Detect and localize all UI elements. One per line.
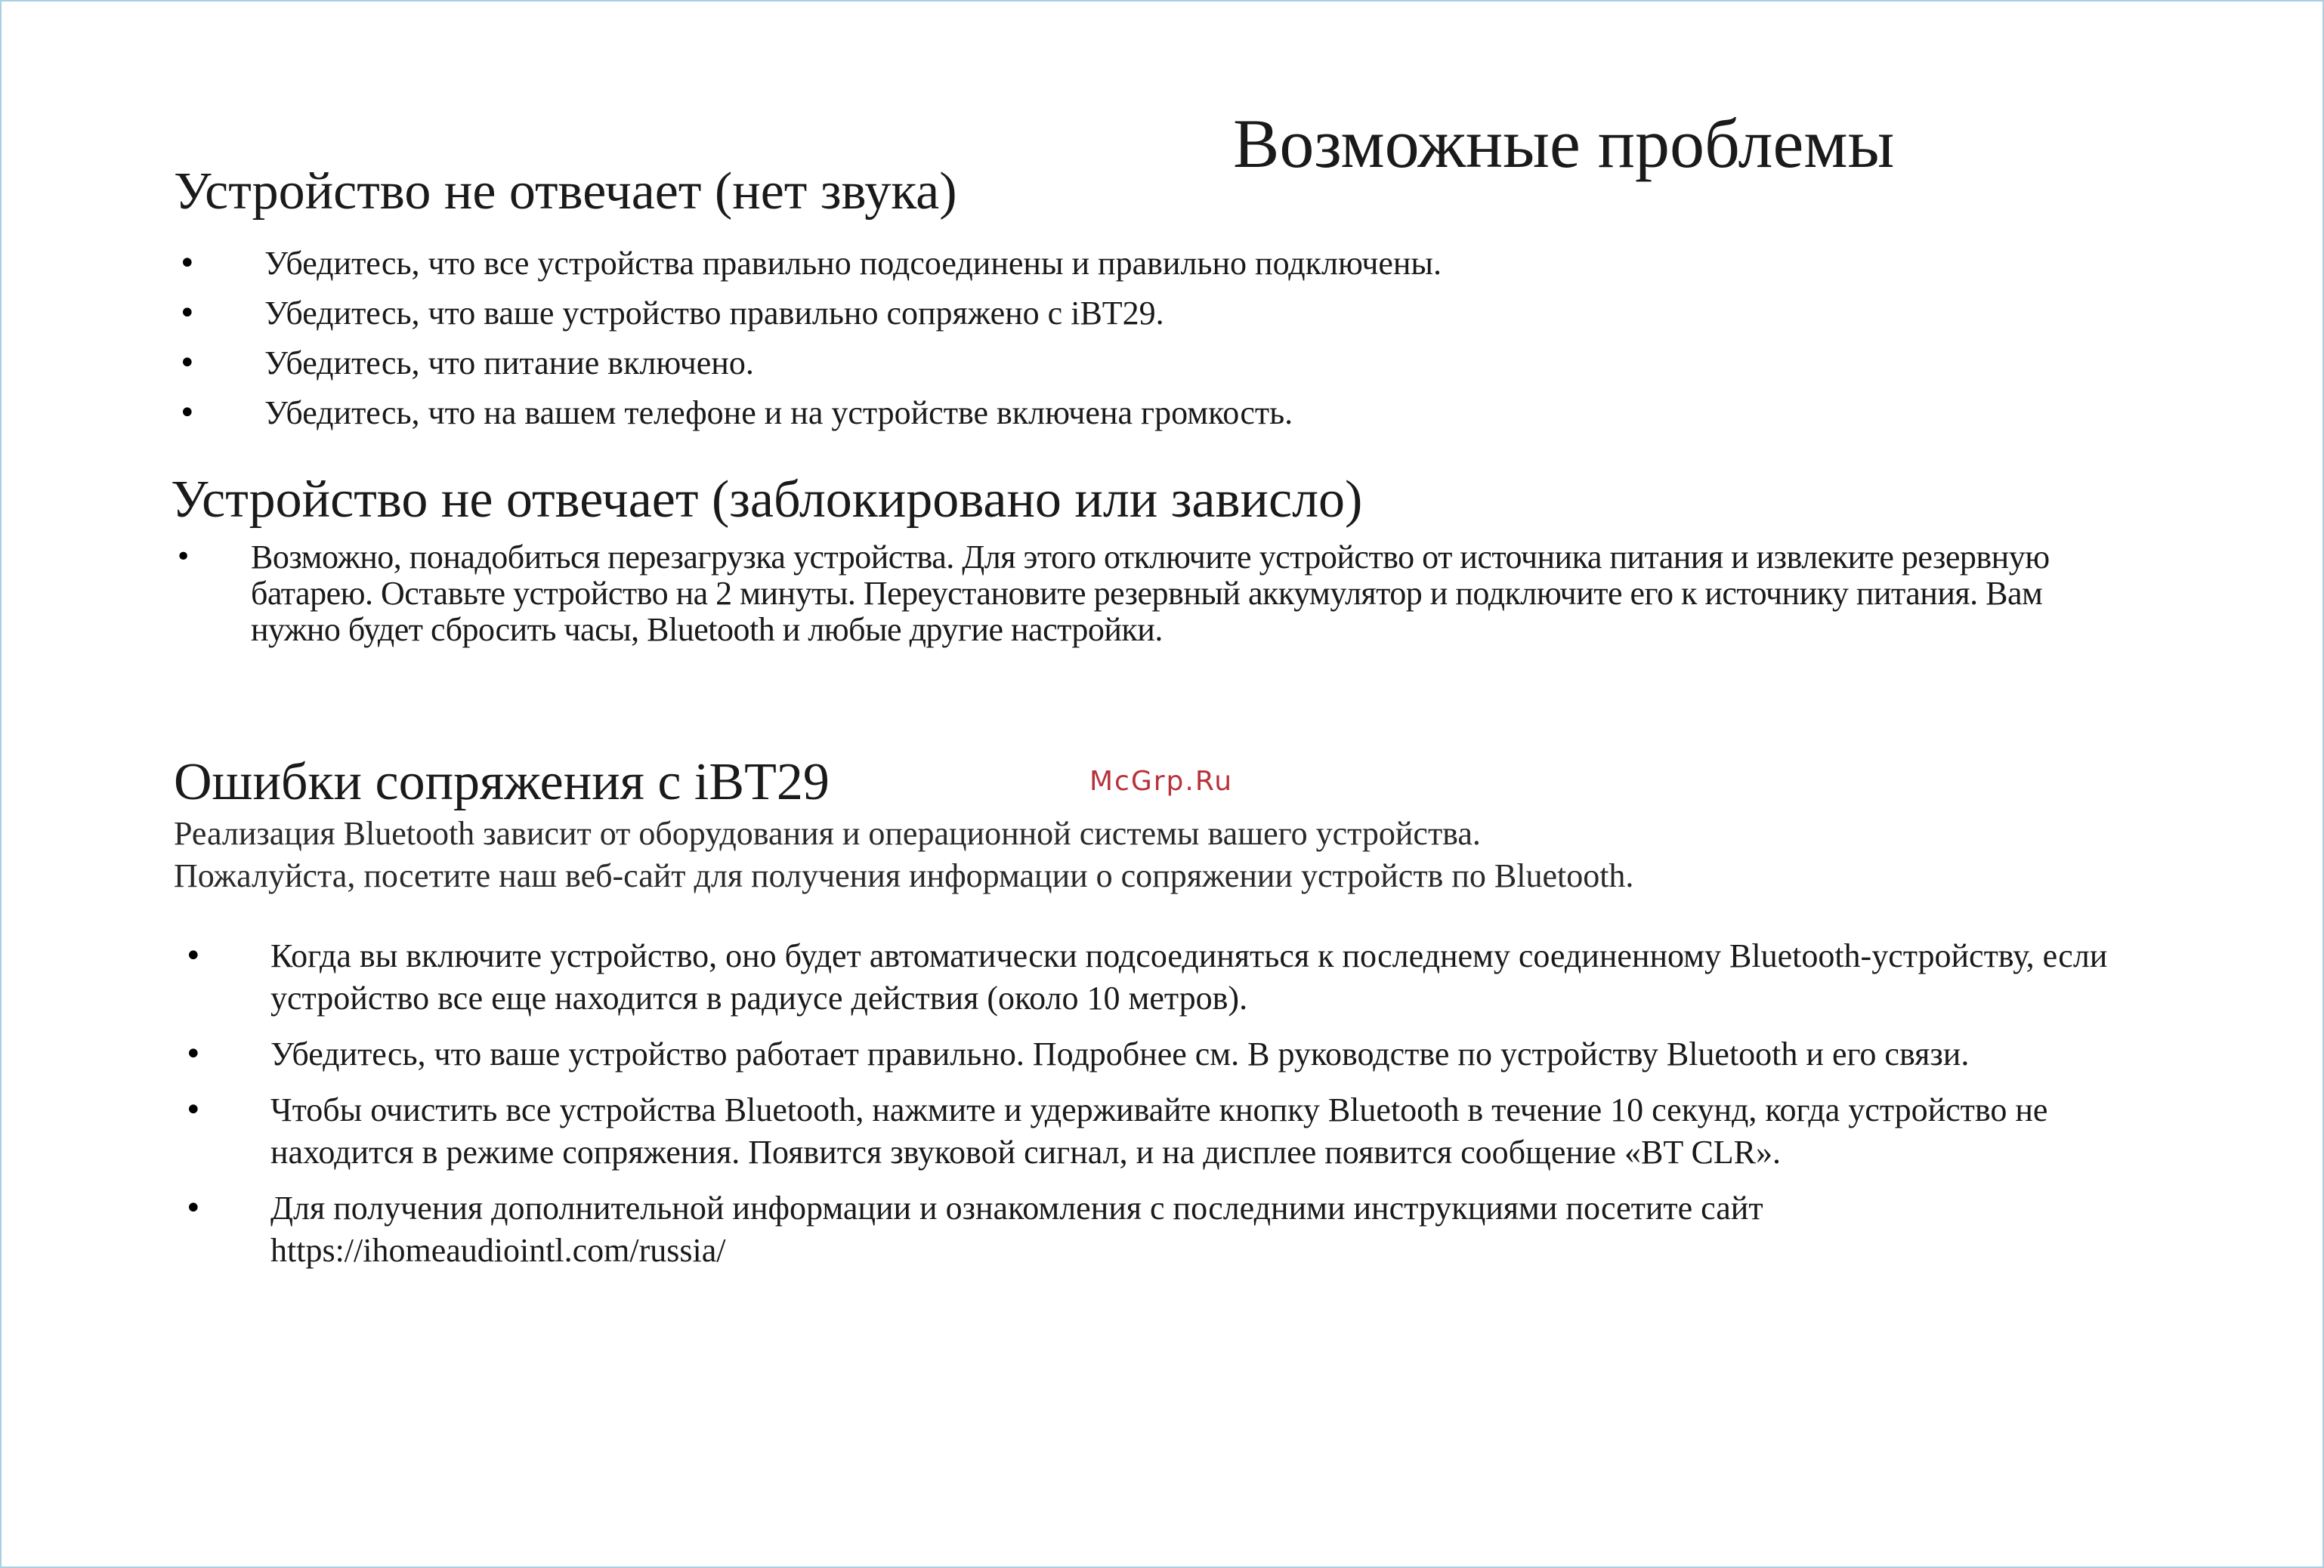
bullet-icon: • [184, 1037, 202, 1072]
list-item [178, 239, 1992, 289]
bullet-icon: • [184, 1191, 202, 1226]
bullet-icon: • [184, 939, 202, 974]
intro-line: Реализация Bluetooth зависит от оборудования и операционной системы вашего устройства. [174, 815, 1481, 852]
list-item-text: Когда вы включите устройство, оно будет автоматически подсоединяться к последнему соединенному Bluetooth-устройству, если устройство все еще находится в радиусе действия (около 10 метров). [270, 937, 2108, 1017]
intro-line: Пожалуйста, посетите наш веб-сайт для получения информации о сопряжении устройств по Bluetooth. [174, 857, 1634, 894]
bullet-icon: • [178, 396, 196, 431]
list-item [184, 1089, 2118, 1174]
bullet-icon: • [184, 1093, 202, 1128]
list-item-text: Убедитесь, что ваше устройство правильно сопряжено с iBT29. [264, 295, 1164, 332]
list-item-text: Убедитесь, что питание включено. [264, 344, 754, 381]
list-item [178, 338, 1992, 388]
list-item [175, 539, 2079, 648]
bullet-icon: • [178, 246, 196, 281]
section-heading-pairing-errors: Ошибки сопряжения с iBT29 [174, 753, 830, 811]
list-item-text: Для получения дополнительной информации и ознакомления с последними инструкциями посетите сайт https://ihomeaudiointl.com/russia/ [270, 1190, 1763, 1269]
pairing-intro [174, 813, 2138, 897]
bullet-icon: • [175, 542, 191, 573]
frozen-checklist [175, 539, 2079, 648]
section-heading-no-sound: Устройство не отвечает (нет звука) [174, 162, 957, 221]
section-heading-frozen: Устройство не отвечает (заблокировано или зависло) [171, 471, 1363, 529]
list-item [178, 388, 1992, 438]
no-sound-checklist [178, 239, 1992, 438]
list-item-text: Убедитесь, что ваше устройство работает правильно. Подробнее см. В руководстве по устройству Bluetooth и его связи. [270, 1036, 1970, 1073]
list-item [184, 1033, 2118, 1076]
list-item [184, 1187, 2118, 1272]
list-item [178, 289, 1992, 338]
bullet-icon: • [178, 296, 196, 331]
list-item-text: Чтобы очистить все устройства Bluetooth, нажмите и удерживайте кнопку Bluetooth в течение 10 секунд, когда устройство не находится в режиме сопряжения. Появится звуковой сигнал, и на дисплее появится сообщение «BT CLR». [270, 1091, 2048, 1171]
pairing-checklist [184, 935, 2118, 1286]
bullet-icon: • [178, 346, 196, 381]
list-item-text: Убедитесь, что все устройства правильно подсоединены и правильно подключены. [264, 245, 1442, 282]
page-title: Возможные проблемы [1233, 105, 1895, 182]
list-item [184, 935, 2118, 1020]
list-item-text: Убедитесь, что на вашем телефоне и на устройстве включена громкость. [264, 394, 1293, 431]
list-item-text: Возможно, понадобиться перезагрузка устройства. Для этого отключите устройство от источника питания и извлеките резервную батарею. Оставьте устройство на 2 минуты. Переустановите резервный аккумулятор и подключите его к источнику питания. Вам нужно будет сбросить часы, Bluetooth и любые другие настройки. [251, 539, 2050, 648]
watermark: McGrp.Ru [1089, 766, 1234, 797]
